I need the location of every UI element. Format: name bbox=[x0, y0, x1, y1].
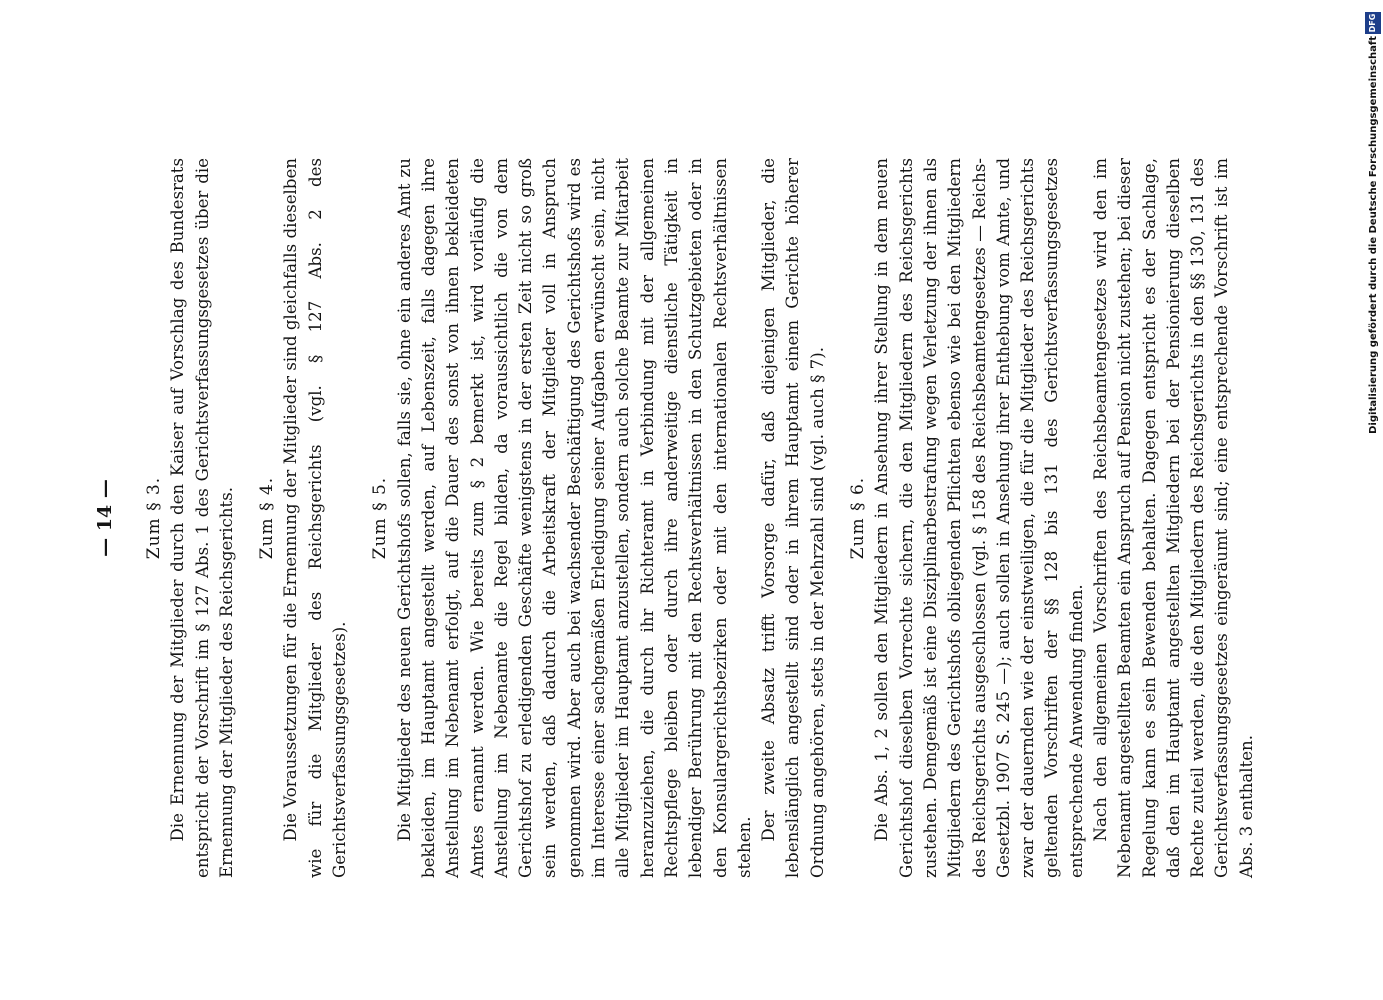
paragraph-6b: Nach den allgemeinen Vorschriften des Reichsbeamtengesetzes wird den im Nebenamt angestellten Beamten ein Anspruch auf Pension nicht zustehen; bei dieser Regelung kann es sein Bewenden behalten. Dagegen entspricht es der Sachlage, daß den im Hauptamt angestellten Mitgliedern bei der Pensionierung dieselben Rechte zuteil werden, die den Mitgliedern des Reichsgerichts in den §§ 130, 131 des Gerichtsverfassungsgesetzes eingeräumt sind; eine entsprechende Vorschrift ist im Abs. 3 enthalten. bbox=[1090, 158, 1256, 878]
paragraph-6a: Die Abs. 1, 2 sollen den Mitgliedern in Ansehung ihrer Stellung in dem neuen Gerichtshof dieselben Vorrechte sichern, die den Mitgliedern des Reichsgerichts zustehen. Demgemäß ist eine Disziplinarbestrafung wegen Verletzung der ihnen als Mitgliedern des Gerichtshofs obliegenden Pflichten ebenso wie bei den Mitgliedern des Reichsgerichts ausgeschlossen (vgl. § 158 des Reichsbeamtengesetzes — Reichs-Gesetzbl. 1907 S. 245 —); auch sollen in Ansehung ihrer Enthebung vom Amte, und zwar der dauernden wie der einstweiligen, die für die Mitglieder des Reichsgerichts geltenden Vorschriften der §§ 128 bis 131 des Gerichtsverfassungsgesetzes entsprechende Anwendung finden. bbox=[872, 158, 1086, 878]
section-heading-3: Zum § 3. bbox=[144, 476, 164, 560]
digitization-credit bbox=[1363, 10, 1383, 990]
page-number: — 14 — bbox=[94, 479, 116, 557]
paragraph-4: Die Voraussetzungen für die Ernennung der Mitglieder sind gleichfalls dieselben wie für die Mitglieder des Reichsgerichts (vgl. § 127 Abs. 2 des Gerichtsverfassungsgesetzes). bbox=[281, 158, 350, 878]
dfg-logo-icon: DFG bbox=[1365, 12, 1381, 34]
paragraph-5a: Die Mitglieder des neuen Gerichtshofs sollen, falls sie, ohne ein anderes Amt zu bekleiden, im Hauptamt angestellt werden, auf Lebenszeit, falls dagegen ihre Anstellung im Nebenamt erfolgt, auf die Dauer des sonst von ihnen bekleideten Amtes ernannt werden. Wie bereits zum § 2 bemerkt ist, wird vorläufig die Anstellung im Nebenamte die Regel bilden, da voraussichtlich die von dem Gerichtshof zu erledigenden Geschäfte wenigstens in der ersten Zeit nicht so groß sein werden, daß dadurch die Arbeitskraft der Mitglieder voll in Anspruch genommen wird. Aber auch bei wachsender Beschäftigung des Gerichtshofs wird es im Interesse einer sachgemäßen Erledigung seiner Aufgaben erwünscht sein, nicht alle Mitglieder im Hauptamt anzustellen, sondern auch solche Beamte zur Mitarbeit heranzuziehen, die durch ihr Richteramt in Verbindung mit der allgemeinen Rechtspflege bleiben oder durch ihre anderweitige dienstliche Tätigkeit in lebendiger Berührung mit den Rechtsverhältnissen in den Schutzgebieten oder in den Konsulargerichtsbezirken oder mit den internationalen Rechtsverhältnissen stehen. bbox=[394, 158, 754, 878]
paragraph-5b: Der zweite Absatz trifft Vorsorge dafür, daß diejenigen Mitglieder, die lebenslänglich angestellt sind oder in ihrem Hauptamt einem Gerichte höherer Ordnung angehören, stets in der Mehrzahl sind (vgl. auch § 7). bbox=[759, 158, 827, 878]
document-body bbox=[140, 158, 1259, 878]
section-heading-4: Zum § 4. bbox=[257, 476, 278, 560]
rotated-document-page bbox=[92, 158, 1256, 878]
credit-text: Digitalisierung gefördert durch die Deutsche Forschungsgemeinschaft bbox=[1368, 36, 1379, 434]
paragraph-3: Die Ernennung der Mitglieder durch den Kaiser auf Vorschlag des Bundesrats entspricht der Vorschrift im § 127 Abs. 1 des Gerichtsverfassungsgesetzes über die Ernennung der Mitglieder des Reichsgerichts. bbox=[168, 158, 236, 878]
section-heading-5: Zum § 5. bbox=[370, 476, 391, 560]
section-heading-6: Zum § 6. bbox=[848, 476, 869, 560]
